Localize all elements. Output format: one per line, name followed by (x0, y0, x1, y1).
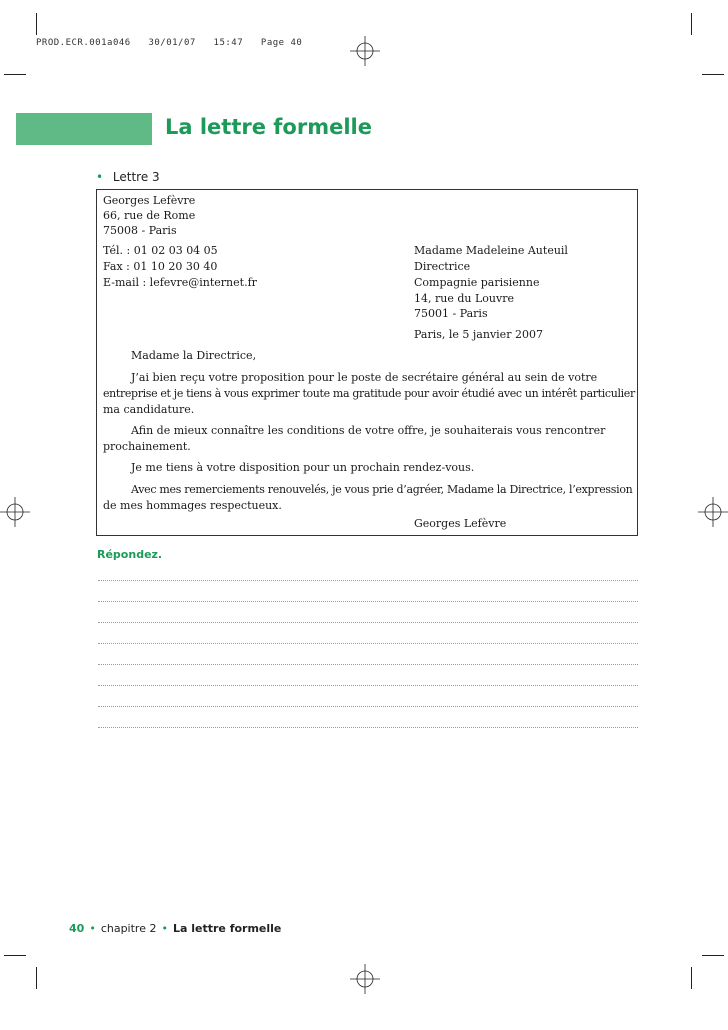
recipient-street: 14, rue du Louvre (414, 292, 514, 305)
answer-line[interactable] (98, 706, 638, 707)
crop-mark (702, 955, 724, 956)
answer-line[interactable] (98, 643, 638, 644)
footer-chapter: chapitre 2 (100, 922, 157, 935)
bullet-icon: • (89, 922, 96, 935)
letter-box (96, 189, 638, 536)
reply-label: Répondez. (97, 548, 163, 561)
sender-email: E-mail : lefevre@internet.fr (103, 276, 257, 289)
recipient-title: Directrice (414, 260, 471, 273)
recipient-city: 75001 - Paris (414, 307, 488, 320)
answer-line[interactable] (98, 727, 638, 728)
footer-section: La lettre formelle (172, 922, 282, 935)
letter-date: Paris, le 5 janvier 2007 (414, 328, 543, 341)
page-number: 40 (69, 922, 85, 935)
recipient-name: Madame Madeleine Auteuil (414, 244, 568, 257)
crop-mark (691, 967, 692, 989)
registration-mark-icon (0, 497, 30, 527)
page-footer (69, 922, 281, 935)
letter-signature: Georges Lefèvre (414, 517, 507, 530)
sender-fax: Fax : 01 10 20 30 40 (103, 260, 218, 273)
registration-mark-icon (350, 36, 380, 66)
recipient-company: Compagnie parisienne (414, 276, 540, 289)
answer-line[interactable] (98, 664, 638, 665)
paragraph-1-line: J’ai bien reçu votre proposition pour le poste de secrétaire général au sein de votre (131, 371, 598, 384)
letter-salutation: Madame la Directrice, (131, 349, 257, 362)
paragraph-2-line: Afin de mieux connaître les conditions de votre offre, je souhaiterais vous rencontrer (131, 424, 606, 437)
bullet-icon: • (96, 170, 104, 184)
answer-line[interactable] (98, 601, 638, 602)
crop-mark (4, 74, 26, 75)
registration-mark-icon (698, 497, 728, 527)
crop-mark (36, 967, 37, 989)
paragraph-4-line: Avec mes remerciements renouvelés, je vous prie d’agréer, Madame la Directrice, l’expression (131, 483, 633, 496)
bullet-icon: • (161, 922, 168, 935)
answer-line[interactable] (98, 685, 638, 686)
crop-mark (36, 13, 37, 35)
crop-mark (4, 955, 26, 956)
paragraph-2-line: prochainement. (103, 440, 191, 453)
sender-name: Georges Lefèvre (103, 194, 196, 207)
paragraph-1-line: ma candidature. (103, 403, 195, 416)
title-accent-bar (16, 113, 152, 145)
sender-street: 66, rue de Rome (103, 209, 196, 222)
sender-phone: Tél. : 01 02 03 04 05 (103, 244, 218, 257)
paragraph-1-line: entreprise et je tiens à vous exprimer toute ma gratitude pour avoir étudié avec un intérêt particulier (103, 387, 635, 400)
crop-mark (691, 13, 692, 35)
letter-subheading (96, 170, 160, 184)
sender-city: 75008 - Paris (103, 224, 177, 237)
print-slug: PROD.ECR.001a046 30/01/07 15:47 Page 40 (36, 38, 303, 48)
registration-mark-icon (350, 964, 380, 994)
answer-line[interactable] (98, 622, 638, 623)
subheading-text: Lettre 3 (112, 170, 160, 184)
crop-mark (702, 74, 724, 75)
paragraph-3: Je me tiens à votre disposition pour un prochain rendez-vous. (131, 461, 475, 474)
page-title: La lettre formelle (165, 115, 372, 139)
paragraph-4-line: de mes hommages respectueux. (103, 499, 282, 512)
answer-line[interactable] (98, 580, 638, 581)
